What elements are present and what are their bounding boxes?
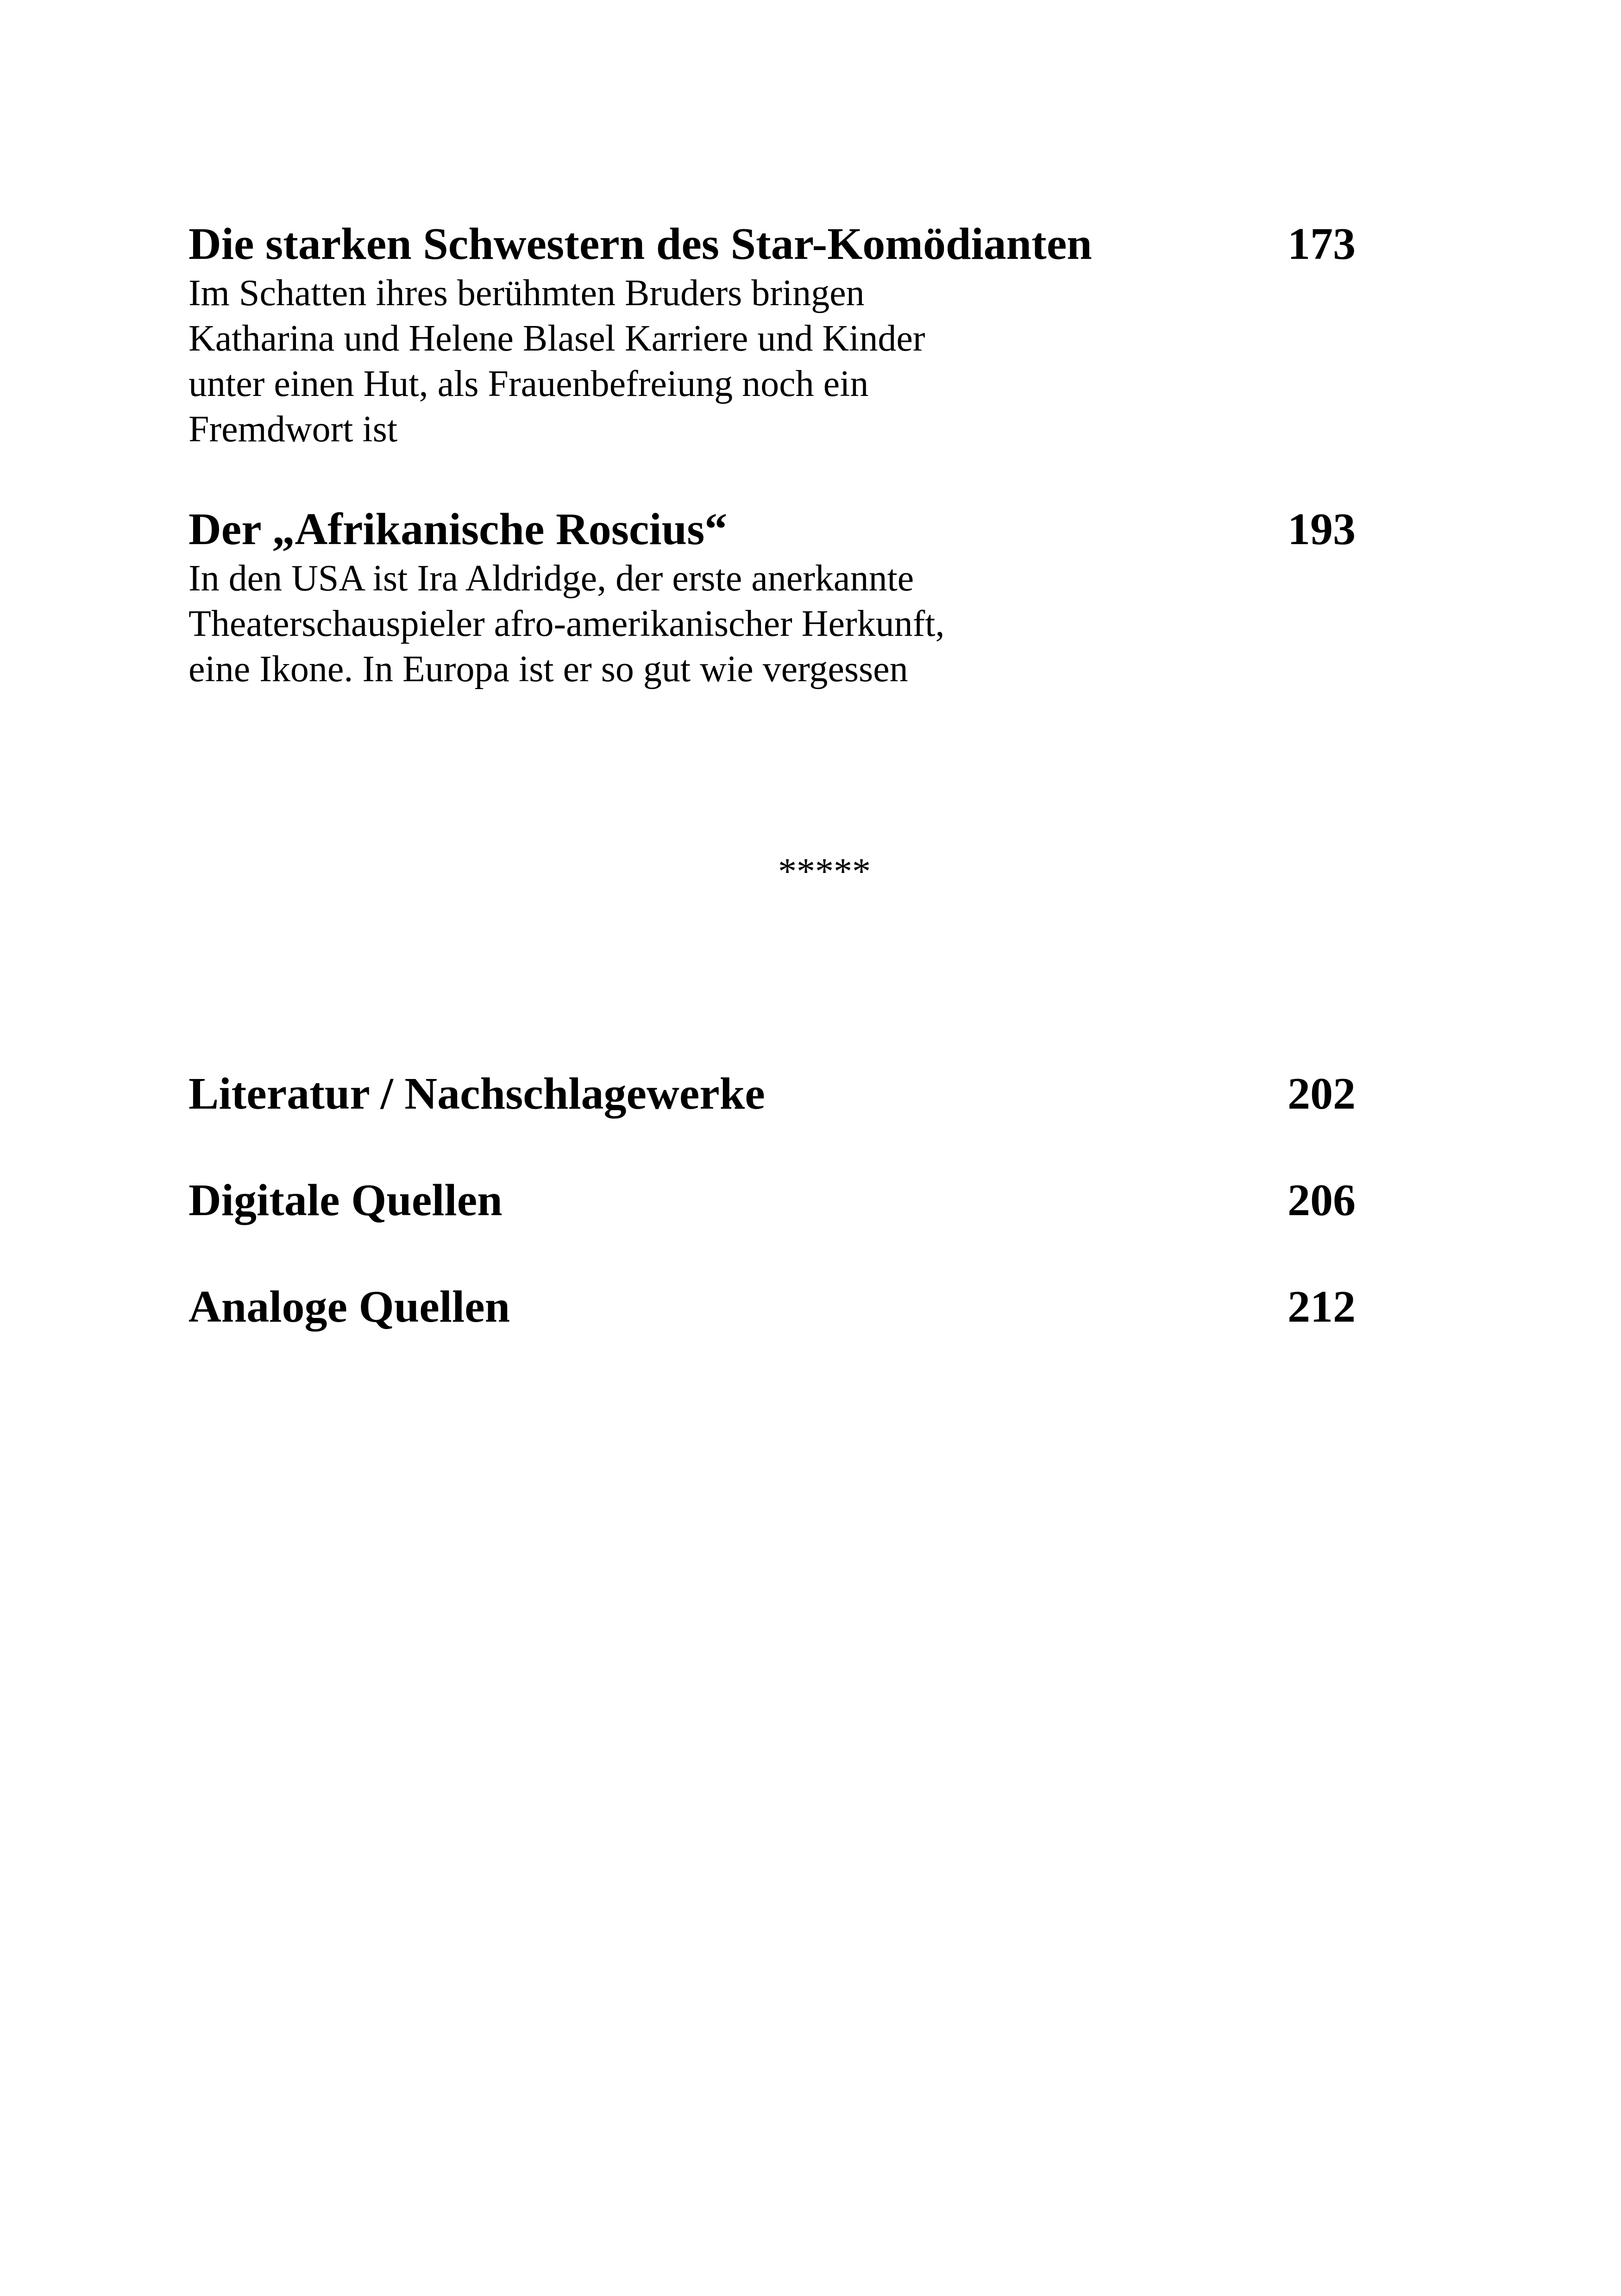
toc-entry-title: Die starken Schwestern des Star-Komödianten [188,219,1092,269]
toc-appendix-entry [188,1068,1356,1124]
description-line: Fremdwort ist [188,409,398,450]
description-line: Theaterschauspieler afro-amerikanischer Herkunft, [188,603,945,644]
description-line: In den USA ist Ira Aldridge, der erste anerkannte [188,558,914,599]
toc-entry-description [188,556,945,692]
toc-entry-title: Literatur / Nachschlagewerke [188,1069,765,1119]
toc-appendix-entry [188,1281,1356,1337]
toc-entry [188,504,1356,698]
toc-entry-page-number: 193 [1288,504,1356,554]
toc-entry-description [188,270,925,452]
toc-appendix-entry [188,1175,1356,1230]
toc-entry-page-number: 212 [1288,1282,1356,1332]
toc-entry-page-number: 202 [1288,1069,1356,1119]
toc-entry-page-number: 206 [1288,1175,1356,1225]
toc-entry-title: Analoge Quellen [188,1282,510,1332]
section-separator: ***** [778,851,871,892]
description-line: Im Schatten ihres berühmten Bruders bringen [188,273,865,314]
toc-entry-page-number: 173 [1288,219,1356,269]
description-line: eine Ikone. In Europa ist er so gut wie vergessen [188,649,908,690]
description-line: Katharina und Helene Blasel Karriere und Kinder [188,318,925,359]
toc-entry [188,219,1356,459]
toc-entry-title: Digitale Quellen [188,1175,503,1225]
toc-entry-title: Der „Afrikanische Roscius“ [188,504,728,554]
description-line: unter einen Hut, als Frauenbefreiung noch ein [188,364,869,404]
